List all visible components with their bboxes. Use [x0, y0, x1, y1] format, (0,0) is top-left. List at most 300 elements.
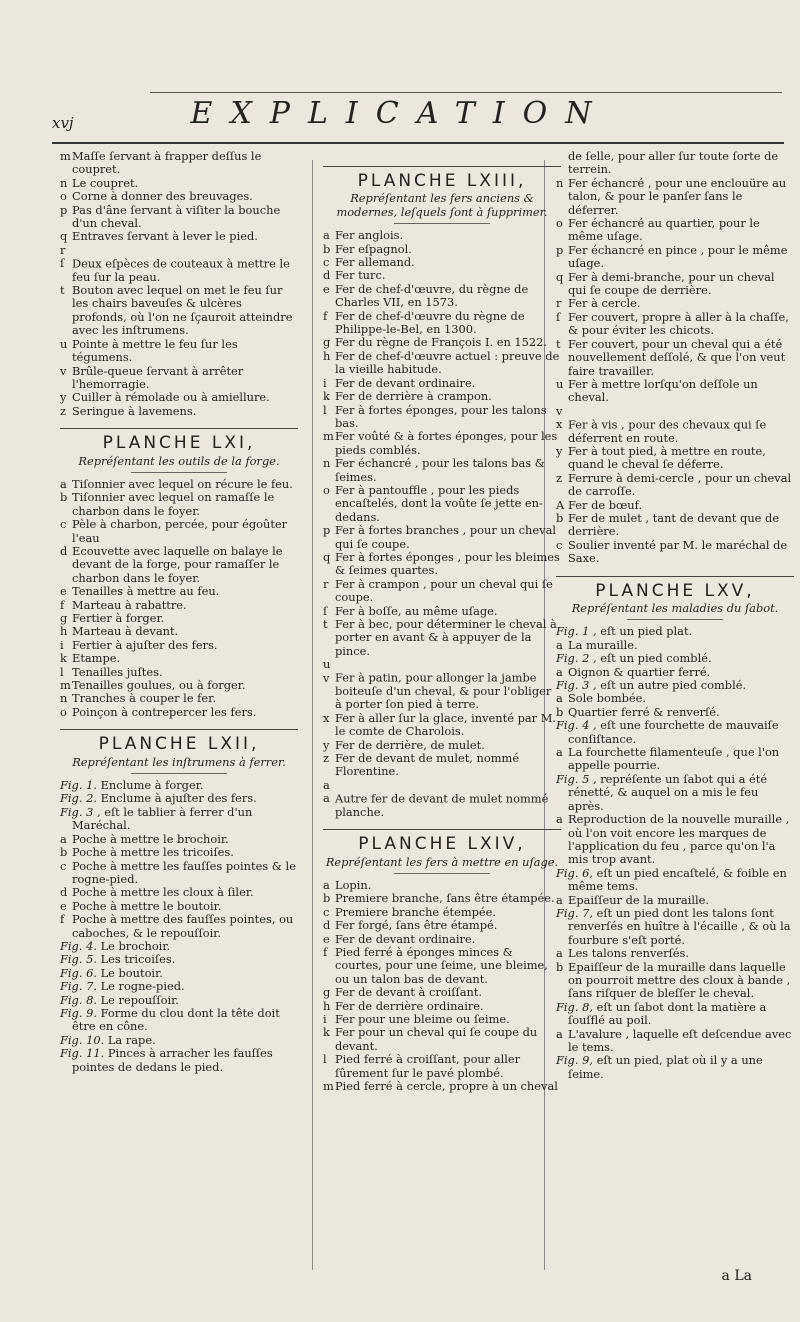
entry-letter: l — [323, 402, 327, 417]
entry-text: Poche à mettre le brochoir. — [72, 831, 229, 846]
entry — [323, 1000, 561, 1013]
entry — [323, 404, 561, 431]
entry-letter: c — [60, 517, 67, 532]
entry-text: Sole bombée. — [568, 691, 647, 706]
entry — [60, 612, 298, 625]
entry — [323, 933, 561, 946]
entry-text: Brûle-queue ſervant à arrêter l'hemorragie. — [72, 363, 244, 391]
entry-letter: n — [60, 691, 68, 706]
figure-text: Le repouſſoir. — [100, 992, 179, 1007]
entry-letter: g — [323, 335, 331, 350]
entry-text: Fer allemand. — [335, 255, 415, 270]
entry-text: Fer à pantouffle , pour les pieds encaſtelés, dont la voûte ſe jette en-dedans. — [335, 482, 543, 524]
entry-text: Tiſonnier avec lequel on récure le feu. — [72, 476, 293, 491]
entry-letter: u v — [323, 657, 331, 685]
entry-letter: m — [323, 1079, 334, 1093]
entry-letter: p — [323, 523, 331, 538]
entry-text: Maſſe ſervant à frapper deſſus le coupret. — [72, 149, 262, 177]
entry — [60, 599, 298, 612]
entry — [60, 478, 298, 491]
entry — [60, 284, 298, 338]
entry — [556, 961, 794, 1001]
entry-letter: d — [323, 918, 331, 933]
entry-letter: a — [556, 664, 563, 679]
entry-text: Fer de chef-d'œuvre du règne de Philippe-le-Bel, en 1300. — [335, 308, 525, 337]
figure-text: Enclume à ajuſter des fers. — [100, 791, 257, 806]
entry — [556, 947, 794, 960]
entry-letter: a — [556, 1026, 563, 1041]
plate-65 — [556, 576, 794, 1082]
entry-letter: v x — [556, 403, 563, 432]
figure-text: Forme du clou dont la tête doit être en cône. — [72, 1005, 280, 1034]
entry-letter: r ſ — [60, 242, 66, 271]
entry-text: L'avalure , laquelle eſt deſcendue avec le tems. — [568, 1026, 792, 1054]
entry-letter: i — [323, 1011, 327, 1026]
figure-text: Les tricoiſes. — [100, 952, 176, 967]
entry-text: Deux eſpèces de couteaux à mettre le feu ſur la peau. — [72, 256, 290, 284]
entry-letter: c — [323, 255, 330, 270]
entry — [556, 217, 794, 244]
plate-title: PLANCHE LXV, — [595, 580, 755, 601]
figure-entry — [60, 940, 298, 953]
entry — [323, 310, 561, 337]
entry-letter: b — [323, 891, 331, 906]
entry-letter: e — [323, 281, 330, 296]
entry-text: Fer à fortes éponges , pour les bleimes & ſeimes quartes. — [335, 549, 560, 578]
entry — [323, 243, 561, 256]
plate-entries — [556, 625, 794, 1081]
entry — [323, 1013, 561, 1026]
entry-letter: u — [556, 376, 564, 391]
entry-text: Fer à cercle. — [568, 296, 641, 311]
entry-text: Fer couvert, pour un cheval qui a été nouvellement deſſolé, & que l'on veut faire travailler. — [568, 336, 786, 378]
entry-text: Fer de devant à croiſſant. — [335, 985, 483, 1000]
entry-letter: a — [556, 745, 563, 760]
entry-letter: a — [556, 812, 563, 827]
entry-letter: z — [556, 470, 563, 485]
figure-label: Fig. 3 , — [60, 804, 101, 819]
entry — [323, 457, 561, 484]
entry-text: Fer de devant ordinaire. — [335, 375, 476, 390]
entry — [323, 269, 561, 282]
entry-text: Fer à vis , pour des chevaux qui ſe déferrent en route. — [568, 417, 767, 445]
column-divider — [312, 160, 313, 1270]
entry-letter: c — [323, 904, 330, 919]
entry-letter: t — [60, 283, 65, 298]
figure-label: Fig. 10. — [60, 1032, 105, 1047]
entry-letter: a — [60, 476, 67, 491]
entry-letter: r — [556, 296, 562, 311]
entry-text: Pied ferré à éponges minces & courtes, pour une ſeime, une bleime, ou un talon bas de devant. — [335, 944, 548, 986]
figure-label: Fig. 11. — [60, 1046, 105, 1061]
entry-text: Tenailles juſtes. — [72, 664, 163, 679]
entry-letter: p — [556, 242, 564, 257]
plate-rule — [394, 873, 489, 874]
figure-entry — [60, 953, 298, 966]
entry — [323, 906, 561, 919]
entry-text: Le coupret. — [72, 175, 139, 190]
entry-letter: k — [323, 1025, 330, 1040]
entry — [323, 336, 561, 349]
entry-text: Marteau à devant. — [72, 624, 179, 639]
entry-text: Pointe à mettre le feu ſur les tégumens. — [72, 336, 238, 365]
entry — [323, 377, 561, 390]
entry — [60, 913, 298, 940]
entry-text: Fer de devant de mulet, nommé Florentine. — [335, 751, 520, 779]
entry-letter: x — [323, 710, 330, 725]
plate-subtitle: Repréſentant les inſtrumens à ferrer. — [72, 754, 286, 769]
entry — [556, 499, 794, 512]
entry-text: Fer de chef-d'œuvre actuel : preuve de la vieille habitude. — [335, 348, 560, 377]
entry-text: Fer forgé, ſans être étampé. — [335, 918, 498, 933]
entry — [60, 190, 298, 203]
entry-letter: h — [323, 998, 331, 1013]
figure-text: eſt le tablier à ferrer d'un Maréchal. — [72, 804, 253, 833]
entry — [323, 1026, 561, 1053]
continued-text: de ſelle, pour aller ſur toute ſorte de terrein. — [568, 149, 779, 177]
entry — [323, 256, 561, 269]
entry-text: Tenailles à mettre au feu. — [72, 584, 220, 599]
entry-letter: d — [60, 885, 68, 900]
entry-text: Premiere branche étempée. — [335, 904, 497, 919]
entry — [323, 524, 561, 551]
plate-title: PLANCHE LXIII, — [357, 171, 527, 191]
column-middle — [323, 150, 561, 1097]
entry-letter: f — [60, 912, 65, 927]
entry — [60, 846, 298, 859]
figure-text: eſt un pied, plat où il y a une ſeime. — [568, 1053, 763, 1081]
figure-text: Le rogne-pied. — [100, 979, 185, 994]
entry — [556, 271, 794, 298]
entry-text: Fer de derrière, de mulet. — [335, 737, 485, 752]
figure-entry — [60, 792, 298, 805]
entry-letter: z — [323, 751, 330, 766]
entry-text: Fer turc. — [335, 268, 386, 283]
plate-subtitle: Repréſentant les fers anciens & modernes, leſquels ſont à ſupprimer. — [336, 191, 548, 219]
entry-text: Tiſonnier avec lequel on ramaſſe le charbon dans le foyer. — [72, 490, 275, 518]
entry-letter: u — [60, 336, 68, 351]
entry-text: Poche à mettre des fauſſes pointes, ou caboches, & le repouſſoir. — [72, 912, 294, 940]
entry — [556, 338, 794, 378]
figure-entry — [556, 773, 794, 813]
entry-text: Corne à donner des breuvages. — [72, 189, 253, 204]
plate-61 — [60, 428, 298, 719]
entry-text: Premiere branche, ſans être étampée. — [335, 891, 555, 906]
entry-letter: h — [323, 348, 331, 363]
entry-text: Fer à mettre lorſqu'on deſſole un cheval. — [568, 376, 758, 405]
entry-text: Pas d'âne ſervant à viſiter la bouche d'un cheval. — [72, 202, 281, 231]
entry — [60, 666, 298, 679]
figure-entry — [60, 779, 298, 792]
figure-entry — [60, 1007, 298, 1034]
entry — [556, 512, 794, 539]
entry-text: Cuiller à rémolade ou à amiellure. — [72, 390, 270, 405]
entry-letter: n — [556, 175, 564, 190]
plate-figures — [60, 940, 298, 1074]
entry-text: Poche à mettre le boutoir. — [72, 898, 222, 913]
figure-entry — [60, 1047, 298, 1074]
entry — [556, 813, 794, 867]
figure-label: Fig. 4. — [60, 938, 97, 953]
entry-text: Fer de derrière à crampon. — [335, 389, 492, 404]
figure-entry — [556, 625, 794, 638]
entry-letter: d — [60, 543, 68, 558]
entry-text: Etampe. — [72, 651, 121, 666]
entry-text: Oignon & quartier ferré. — [568, 664, 711, 679]
entry-text: Poche à mettre les fauſſes pointes & le rogne-pied. — [72, 858, 296, 886]
entry — [323, 484, 561, 524]
entry-letter: k — [323, 389, 330, 404]
entry-letter: t — [323, 617, 328, 631]
entry — [556, 311, 794, 338]
entry-letter: o — [556, 216, 563, 231]
entry — [323, 390, 561, 403]
figure-entry — [556, 907, 794, 947]
entry-letter: a a — [323, 777, 330, 806]
entry — [60, 625, 298, 638]
figure-entry — [556, 719, 794, 746]
entry-text: Fer couvert, propre à aller à la chaſſe, & pour éviter les chicots. — [568, 309, 789, 338]
figure-label: Fig. 1. — [60, 778, 97, 793]
entry-letter: b — [556, 704, 564, 719]
entry-letter: a — [323, 877, 330, 892]
entry — [556, 706, 794, 719]
figure-entry — [556, 1054, 794, 1081]
entry — [323, 229, 561, 242]
entry — [556, 297, 794, 310]
plate-figures — [60, 779, 298, 833]
figure-label: Fig. 6. — [60, 965, 97, 980]
entry-letter: v — [60, 363, 67, 378]
entry — [60, 886, 298, 899]
entry-letter: b — [60, 845, 68, 860]
entry-letter: e — [60, 898, 67, 913]
entry-text: Fer à fortes éponges, pour les talons bas. — [335, 402, 547, 430]
entry-letter: c — [60, 858, 67, 873]
entry — [323, 551, 561, 578]
entry-text: Quartier ferré & renverſé. — [568, 704, 720, 719]
entry — [556, 692, 794, 705]
entry — [60, 338, 298, 365]
entry — [323, 946, 561, 986]
plate-entries — [60, 478, 298, 719]
entry-letter: h — [60, 624, 68, 639]
figure-label: Fig. 6, — [556, 865, 593, 880]
figure-label: Fig. 9, — [556, 1053, 593, 1068]
entry-text: Epaiſſeur de la muraille dans laquelle on pourroit mettre des cloux à bande , ſans riſquer de bleſſer le cheval. — [568, 959, 791, 1001]
entry-text: Soulier inventé par M. le maréchal de Saxe. — [568, 537, 788, 566]
page-number: xvj — [52, 114, 74, 132]
figure-label: Fig. 7. — [60, 979, 97, 994]
entry-letter: a — [323, 228, 330, 243]
entry — [323, 1080, 561, 1093]
entry-letter: A — [556, 497, 565, 512]
entry — [323, 779, 561, 819]
entry-text: Poche à mettre les tricoiſes. — [72, 845, 234, 860]
plate-62 — [60, 729, 298, 1074]
entry-letter: q — [60, 229, 68, 244]
entry-text: Fer de derrière ordinaire. — [335, 998, 484, 1013]
entry — [323, 283, 561, 310]
catchword: a La — [721, 1268, 752, 1284]
figure-text: repréſente un ſabot qui a été rénetté, & auquel on a mis le feu après. — [568, 771, 768, 813]
entry-text: Fer à demi-branche, pour un cheval qui ſe coupe de derrière. — [568, 269, 775, 298]
entry — [556, 445, 794, 472]
figure-label: Fig. 8. — [60, 992, 97, 1007]
entry — [556, 1028, 794, 1055]
entry-text: Marteau à rabattre. — [72, 597, 187, 612]
entry-letter: p — [60, 202, 68, 217]
entry-letter: g — [60, 611, 68, 625]
entry-letter: l — [323, 1052, 327, 1067]
figure-text: Enclume à forger. — [100, 778, 204, 793]
entry — [323, 658, 561, 712]
figure-label: Fig. 5 , — [556, 771, 597, 786]
entry-letter: b — [323, 241, 331, 256]
plate-title: PLANCHE LXII, — [98, 734, 260, 755]
plate-title: PLANCHE LXI, — [102, 433, 256, 454]
figure-text: eſt un ſabot dont la matière a ſouſflé au poil. — [568, 999, 767, 1028]
figure-entry — [60, 806, 298, 833]
entry-text: Poinçon à contrepercer les fers. — [72, 704, 257, 719]
plate-63 — [323, 166, 561, 819]
entry-letter: y — [556, 443, 563, 458]
entry-letter: b — [556, 959, 564, 974]
entry-text: Pied ferré à croiſſant, pour aller ſûrement ſur le pavé plombé. — [335, 1052, 521, 1080]
entry — [323, 752, 561, 779]
figure-text: eſt une fourchette de mauvaiſe conſiſtance. — [568, 718, 779, 746]
entry — [556, 539, 794, 566]
entry-text: Fer échancré en pince , pour le même uſage. — [568, 242, 788, 271]
figure-entry — [556, 867, 794, 894]
entry-text: Tenailles goulues, ou à forger. — [72, 678, 246, 693]
entry — [60, 706, 298, 719]
entry-text: Fer du règne de François I. en 1522. — [335, 335, 548, 350]
figure-entry — [60, 967, 298, 980]
entry-text: Entraves ſervant à lever le pied. — [72, 229, 258, 244]
entry-text: Fertier à ajuſter des fers. — [72, 637, 218, 652]
figure-entry — [60, 994, 298, 1007]
figure-entry — [556, 1001, 794, 1028]
entry-letter: a — [556, 637, 563, 652]
column-left — [60, 150, 298, 1078]
entry-letter: k — [60, 651, 67, 666]
entry-letter: d — [323, 268, 331, 283]
plate-title: PLANCHE LXIV, — [358, 834, 526, 855]
figure-text: Le boutoir. — [100, 965, 163, 980]
entry-letter: f — [323, 308, 328, 323]
plate-rule — [131, 773, 226, 774]
entry-letter: i — [323, 375, 327, 390]
entry-text: Tranches à couper le fer. — [72, 691, 216, 706]
figure-entry — [556, 652, 794, 665]
entry-letter: n — [60, 175, 68, 190]
entry-letter: o — [60, 189, 67, 204]
entry — [60, 391, 298, 404]
entry-text: La muraille. — [568, 637, 638, 652]
entry-letter: f — [60, 597, 65, 612]
entry — [60, 518, 298, 545]
entry-text: Fer à tout pied, à mettre en route, quand le cheval ſe déferre. — [568, 443, 766, 472]
figure-label: Fig. 1 , — [556, 624, 597, 639]
figure-text: eſt un pied dont les talons ſont renverſés en huître à l'écaille , & où la fourbure s'eſt porté. — [568, 905, 791, 947]
entry — [60, 491, 298, 518]
entry-letter: b — [60, 490, 68, 505]
plate-rule — [394, 223, 489, 224]
entry-text: Fer à fortes branches , pour un cheval qui ſe coupe. — [335, 523, 556, 551]
entry — [556, 244, 794, 271]
entry-text: Fer à boſſe, au même uſage. — [335, 603, 498, 618]
plate-subtitle: Repréſentant les maladies du ſabot. — [571, 601, 779, 615]
entry — [323, 1053, 561, 1080]
entry — [60, 692, 298, 705]
entry — [323, 919, 561, 932]
entry-letter: a — [60, 831, 67, 846]
entry — [323, 739, 561, 752]
entry-text: Ecouvette avec laquelle on balaye le devant de la forge, pour ramaſſer le charbon dans le foyer. — [72, 543, 283, 585]
entry — [323, 618, 561, 658]
entry-letter: q — [323, 549, 331, 564]
entry — [60, 639, 298, 652]
figure-text: eſt un pied encaſtelé, & foible en même tems. — [568, 865, 787, 894]
plate-rule — [131, 472, 226, 473]
entry-text: Fer voûté & à fortes éponges, pour les pieds comblés. — [335, 429, 558, 457]
entry-text: Fer à aller ſur la glace, inventé par M. le comte de Charolois. — [335, 710, 557, 739]
entry — [556, 405, 794, 445]
figure-label: Fig. 5. — [60, 952, 97, 967]
top-rule — [150, 92, 782, 93]
entry-letter: o — [60, 704, 67, 719]
entry-text: Fer à crampon , pour un cheval qui ſe coupe. — [335, 576, 553, 605]
entry-text: Lopin. — [335, 877, 372, 892]
entry-text: Fer échancré , pour les talons bas & ſeimes. — [335, 456, 545, 484]
entry — [60, 365, 298, 392]
figure-text: eſt un pied plat. — [600, 624, 693, 639]
entry-letter: a — [556, 892, 563, 907]
entry — [323, 892, 561, 905]
entry-text: Fer de bœuf. — [568, 497, 643, 512]
figure-text: La rape. — [107, 1032, 156, 1047]
plate-entries — [323, 229, 561, 819]
entry-letter: a — [556, 691, 563, 706]
entry — [556, 746, 794, 773]
running-head: EXPLICATION — [190, 96, 610, 131]
entries-top — [60, 150, 298, 418]
entry-text: Fer échancré , pour une enclouüre au talon, & pour le panſer ſans le déferrer. — [568, 175, 787, 217]
entry-text: Fer de mulet , tant de devant que de derrière. — [568, 510, 780, 539]
entry — [60, 900, 298, 913]
entry-text: Fer échancré au quartier, pour le même uſage. — [568, 216, 760, 244]
entry-text: Fer à patin, pour allonger la jambe boiteuſe d'un cheval, & pour l'obliger à porter ſon pied à terre. — [335, 670, 552, 712]
plate-subtitle: Repréſentant les outils de la forge. — [78, 453, 280, 468]
entry — [60, 860, 298, 887]
figure-entry — [60, 980, 298, 993]
figure-entry — [556, 679, 794, 692]
entry-letter: z — [60, 403, 67, 418]
plate-rule — [627, 619, 722, 620]
header-rule — [52, 142, 784, 144]
entries-top — [556, 177, 794, 566]
entry — [323, 712, 561, 739]
entry-text: Fer anglois. — [335, 228, 404, 243]
entry-text: Reproduction de la nouvelle muraille , où l'on voit encore les marques de l'application du feu , parce qu'on l'a mis trop avant. — [568, 812, 790, 867]
figure-text: Pinces à arracher les fauſſes pointes de dedans le pied. — [72, 1046, 273, 1074]
entry-letter: e — [60, 584, 67, 599]
entry-letter: i — [60, 637, 64, 652]
entry-text: Fertier à forger. — [72, 611, 165, 625]
entry — [60, 244, 298, 284]
figure-text: eſt un pied comblé. — [600, 651, 712, 666]
